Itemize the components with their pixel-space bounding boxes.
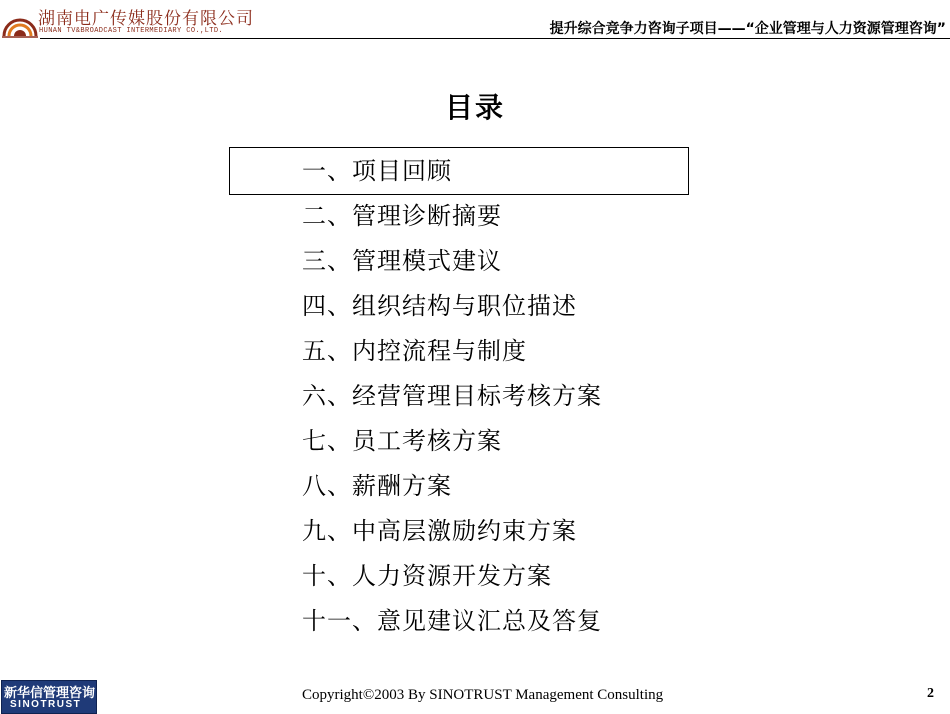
toc-item[interactable]: 二、管理诊断摘要 [302, 202, 502, 230]
page-title: 目录 [444, 91, 505, 124]
toc-item[interactable]: 一、项目回顾 [302, 157, 452, 185]
toc-item[interactable]: 十一、意见建议汇总及答复 [302, 607, 602, 635]
toc-list [302, 149, 602, 644]
sinotrust-logo-en: SINOTRUST [10, 699, 82, 710]
toc-item[interactable]: 五、内控流程与制度 [302, 337, 527, 365]
copyright-text: Copyright©2003 By SINOTRUST Management Consulting [302, 687, 664, 703]
sun-logo-icon [2, 2, 38, 40]
toc-item[interactable]: 十、人力资源开发方案 [302, 562, 552, 590]
page-number: 2 [927, 686, 934, 701]
toc-item[interactable]: 七、员工考核方案 [302, 427, 502, 455]
company-name-en: HUNAN TV&BROADCAST INTERMEDIARY CO.,LTD. [39, 27, 224, 35]
sinotrust-logo [1, 680, 97, 714]
toc-item[interactable]: 六、经营管理目标考核方案 [302, 382, 602, 410]
sinotrust-logo-cn: 新华信管理咨询 [4, 686, 96, 701]
header-divider [40, 38, 950, 39]
toc-item[interactable]: 八、薪酬方案 [302, 472, 452, 500]
company-name-cn: 湖南电广传媒股份有限公司 [38, 9, 254, 29]
company-logo [2, 2, 252, 42]
toc-item[interactable]: 四、组织结构与职位描述 [302, 292, 577, 320]
toc-item[interactable]: 三、管理模式建议 [302, 247, 502, 275]
project-title: 提升综合竞争力咨询子项目——“企业管理与人力资源管理咨询” [549, 21, 946, 37]
toc-item[interactable]: 九、中高层激励约束方案 [302, 517, 577, 545]
